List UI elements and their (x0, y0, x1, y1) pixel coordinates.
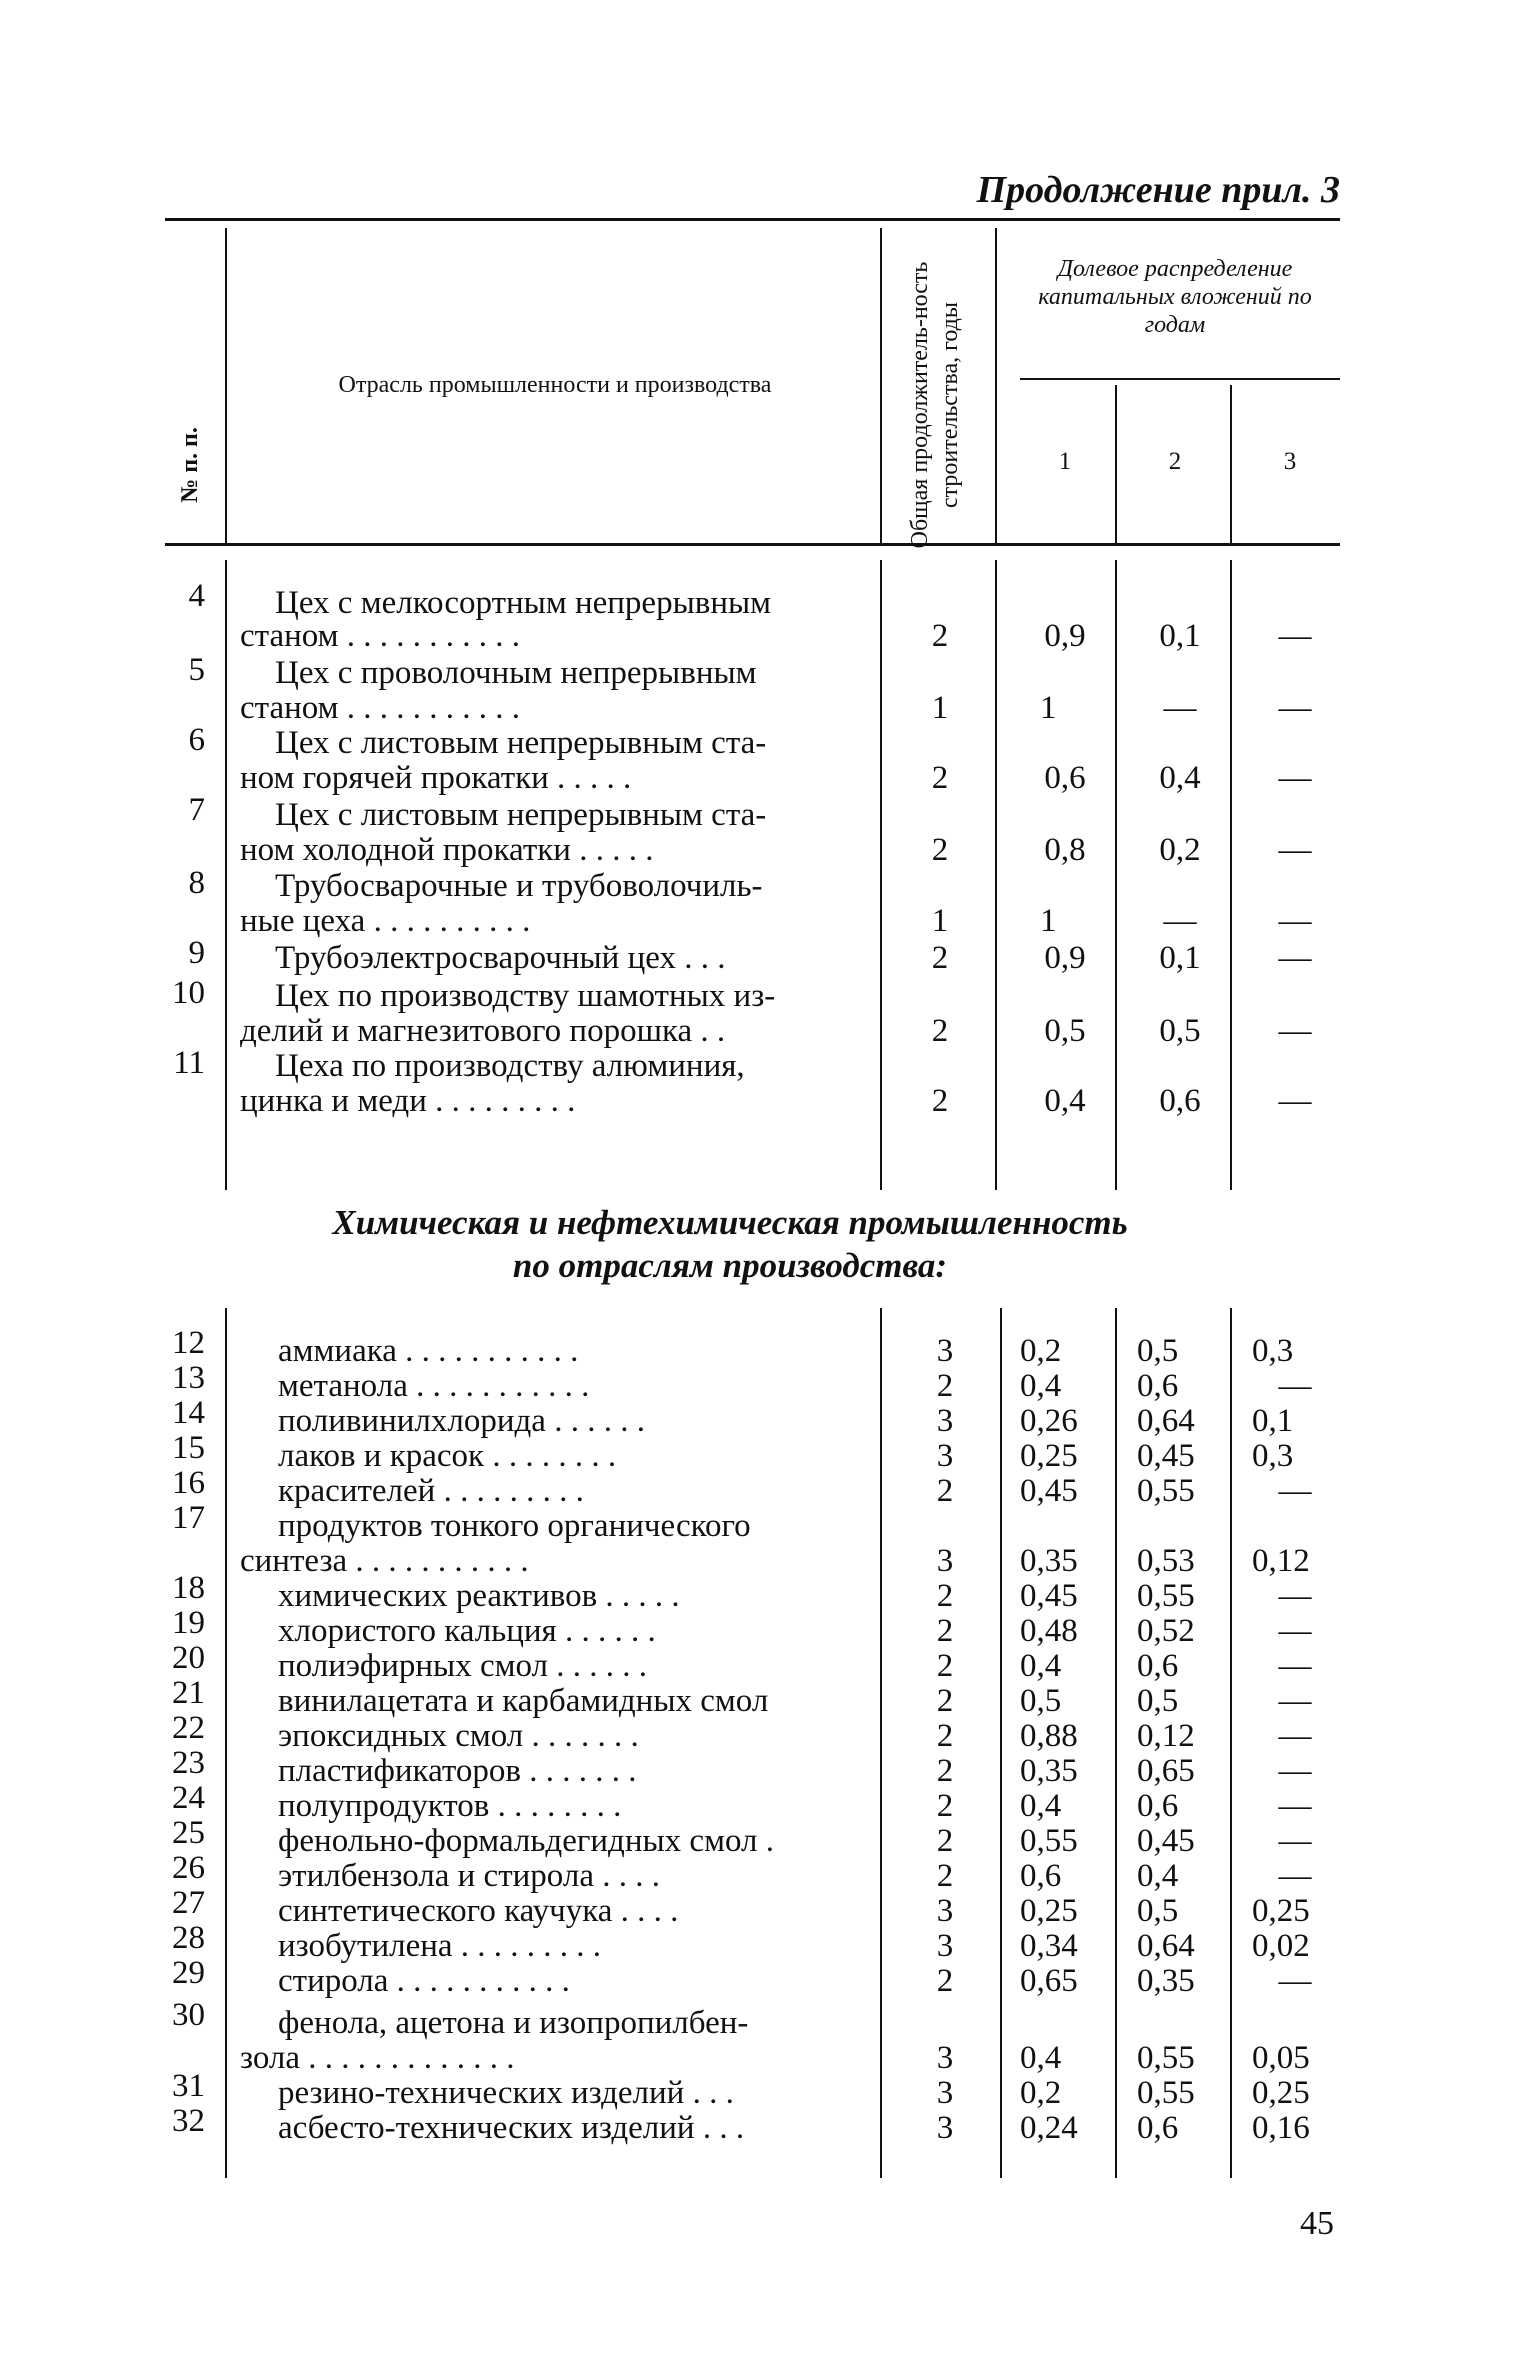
row-year3: — (1278, 1368, 1312, 1404)
row-number: 30 (172, 1997, 205, 2033)
row-number: 5 (188, 652, 205, 688)
head-bottom-rule (165, 543, 1340, 546)
row-label-line1: метанола . . . . . . . . . . . (278, 1368, 590, 1404)
row-year3: — (1278, 832, 1312, 868)
row-year2: 0,53 (1137, 1543, 1195, 1579)
row-number: 15 (172, 1430, 205, 1466)
col-branch-header: Отрасль промышленности и производства (338, 372, 772, 398)
row-year3: — (1278, 1963, 1312, 1999)
row-year3: 0,25 (1252, 2075, 1310, 2111)
row-year3: — (1278, 1788, 1312, 1824)
row-duration: 2 (931, 1013, 949, 1049)
row-label-line1: химических реактивов . . . . . (278, 1578, 680, 1614)
years-rule (1020, 378, 1340, 380)
row-number: 6 (188, 722, 205, 758)
row-label-line1: Цех с листовым непрерывным ста- (275, 725, 767, 761)
row-year1: 0,45 (1020, 1578, 1078, 1614)
row-year2: 0,35 (1137, 1963, 1195, 1999)
row-number: 29 (172, 1955, 205, 1991)
row-label-line2: ные цеха . . . . . . . . . . (240, 903, 531, 939)
section-title-line1: Химическая и нефтехимическая промышленность (332, 1203, 1128, 1242)
col-year-3: 3 (1283, 448, 1297, 475)
row-number: 19 (172, 1605, 205, 1641)
row-label-line1: красителей . . . . . . . . . (278, 1473, 584, 1509)
row-label-line1: Трубоэлектросварочный цех . . . (275, 940, 726, 976)
row-year1: 0,5 (1020, 1683, 1062, 1719)
row-duration: 2 (936, 1718, 954, 1754)
row-year3: 0,12 (1252, 1543, 1310, 1579)
head-divider-5 (1230, 385, 1232, 543)
row-year1: 0,35 (1020, 1753, 1078, 1789)
row-year3: — (1278, 1613, 1312, 1649)
col-number-header: № п. п. (177, 427, 203, 503)
row-label-line1: хлористого кальция . . . . . . (278, 1613, 656, 1649)
row-year3: 0,02 (1252, 1928, 1310, 1964)
row-duration: 3 (936, 1928, 954, 1964)
row-year2: 0,4 (1159, 760, 1201, 796)
row-duration: 2 (936, 1788, 954, 1824)
row-year3: — (1278, 1473, 1312, 1509)
row-year1: 0,24 (1020, 2110, 1078, 2146)
row-duration: 2 (936, 1683, 954, 1719)
row-number: 32 (172, 2103, 205, 2139)
row-duration: 2 (936, 1753, 954, 1789)
row-year2: — (1163, 690, 1197, 726)
row-duration: 2 (936, 1648, 954, 1684)
row-label-line1: изобутилена . . . . . . . . . (278, 1928, 602, 1964)
row-number: 4 (188, 578, 205, 614)
row-year2: 0,64 (1137, 1403, 1195, 1439)
row-year3: — (1278, 1648, 1312, 1684)
row-year1: 0,4 (1020, 1368, 1062, 1404)
table-top-rule (165, 218, 1340, 221)
row-label-line1: полупродуктов . . . . . . . . (278, 1788, 622, 1824)
g1-divider-2 (880, 560, 882, 1190)
row-label-line1: лаков и красок . . . . . . . . (278, 1438, 617, 1474)
row-duration: 2 (936, 1823, 954, 1859)
col-year-1: 1 (1058, 448, 1072, 475)
row-label-line1: эпоксидных смол . . . . . . . (278, 1718, 639, 1754)
row-number: 25 (172, 1815, 205, 1851)
row-year3: — (1278, 1013, 1312, 1049)
row-year1: 0,34 (1020, 1928, 1078, 1964)
row-label-line1: асбесто-технических изделий . . . (278, 2110, 745, 2146)
row-year3: — (1278, 940, 1312, 976)
row-year3: 0,3 (1252, 1438, 1294, 1474)
row-number: 28 (172, 1920, 205, 1956)
row-year1: 0,4 (1044, 1083, 1086, 1119)
row-year3: 0,1 (1252, 1403, 1294, 1439)
row-number: 17 (172, 1500, 205, 1536)
row-number: 31 (172, 2068, 205, 2104)
g2-divider-4 (1115, 1308, 1117, 2178)
row-duration: 2 (936, 1858, 954, 1894)
row-label-line1: фенола, ацетона и изопропилбен- (278, 2005, 749, 2041)
row-year1: 0,4 (1020, 2040, 1062, 2076)
row-label-line1: стирола . . . . . . . . . . . (278, 1963, 570, 1999)
row-duration: 1 (931, 903, 949, 939)
row-year3: — (1278, 760, 1312, 796)
row-year2: 0,45 (1137, 1438, 1195, 1474)
row-duration: 3 (936, 2040, 954, 2076)
row-duration: 3 (936, 1543, 954, 1579)
row-duration: 2 (931, 1083, 949, 1119)
row-label-line2: делий и магнезитового порошка . . (240, 1013, 726, 1049)
row-number: 22 (172, 1710, 205, 1746)
row-number: 11 (173, 1045, 205, 1081)
row-label-line1: синтетического каучука . . . . (278, 1893, 679, 1929)
row-label-line1: Трубосварочные и трубоволочиль- (275, 868, 763, 904)
row-year3: 0,25 (1252, 1893, 1310, 1929)
row-year2: 0,1 (1159, 618, 1201, 654)
row-number: 9 (188, 935, 205, 971)
row-year1: 0,25 (1020, 1893, 1078, 1929)
row-year2: 0,52 (1137, 1613, 1195, 1649)
row-duration: 2 (931, 832, 949, 868)
row-number: 21 (172, 1675, 205, 1711)
row-duration: 2 (936, 1963, 954, 1999)
row-label-line2: цинка и меди . . . . . . . . . (240, 1083, 576, 1119)
g1-divider-3 (995, 560, 997, 1190)
row-label-line1: резино-технических изделий . . . (278, 2075, 734, 2111)
row-year1: 0,48 (1020, 1613, 1078, 1649)
row-year3: — (1278, 1683, 1312, 1719)
row-year3: — (1278, 903, 1312, 939)
page-number: 45 (1300, 2205, 1334, 2242)
row-year2: 0,6 (1137, 2110, 1179, 2146)
row-number: 10 (172, 975, 205, 1011)
row-year2: 0,5 (1159, 1013, 1201, 1049)
row-duration: 3 (936, 1333, 954, 1369)
row-label-line2: синтеза . . . . . . . . . . . (240, 1543, 529, 1579)
col-year-2: 2 (1168, 448, 1182, 475)
col-distribution-header: Долевое распределение капитальных вложений по годам (1038, 256, 1312, 338)
section-title-line2: по отраслям производства: (512, 1246, 948, 1285)
row-label-line1: продуктов тонкого органического (278, 1508, 751, 1544)
row-year2: 0,2 (1159, 832, 1201, 868)
row-label-line1: пластификаторов . . . . . . . (278, 1753, 637, 1789)
row-duration: 3 (936, 1438, 954, 1474)
g1-divider-5 (1230, 560, 1232, 1190)
row-year1: 0,2 (1020, 1333, 1062, 1369)
row-duration: 3 (936, 1893, 954, 1929)
row-number: 7 (188, 792, 205, 828)
row-year3: — (1278, 690, 1312, 726)
row-year2: 0,45 (1137, 1823, 1195, 1859)
row-year2: 0,6 (1159, 1083, 1201, 1119)
row-duration: 3 (936, 1403, 954, 1439)
row-label-line1: Цех с листовым непрерывным ста- (275, 797, 767, 833)
row-year3: 0,3 (1252, 1333, 1294, 1369)
row-year2: 0,55 (1137, 1473, 1195, 1509)
row-duration: 2 (936, 1368, 954, 1404)
row-year3: — (1278, 1718, 1312, 1754)
row-number: 16 (172, 1465, 205, 1501)
row-number: 24 (172, 1780, 205, 1816)
row-year2: 0,5 (1137, 1683, 1179, 1719)
row-number: 26 (172, 1850, 205, 1886)
row-year2: 0,55 (1137, 1578, 1195, 1614)
row-year2: 0,5 (1137, 1893, 1179, 1929)
row-year2: 0,6 (1137, 1648, 1179, 1684)
row-year1: 0,6 (1020, 1858, 1062, 1894)
row-year1: 0,6 (1044, 760, 1086, 796)
row-number: 13 (172, 1360, 205, 1396)
head-divider-3 (995, 228, 997, 543)
row-number: 20 (172, 1640, 205, 1676)
row-year3: — (1278, 618, 1312, 654)
row-year2: 0,6 (1137, 1368, 1179, 1404)
row-label-line2: станом . . . . . . . . . . . (240, 618, 521, 654)
row-year1: 0,35 (1020, 1543, 1078, 1579)
g1-divider-1 (225, 560, 227, 1190)
row-label-line1: поливинилхлорида . . . . . . (278, 1403, 645, 1439)
continuation-header: Продолжение прил. 3 (976, 169, 1340, 211)
row-number: 23 (172, 1745, 205, 1781)
row-number: 18 (172, 1570, 205, 1606)
row-year1: 0,25 (1020, 1438, 1078, 1474)
row-year1: 0,8 (1044, 832, 1086, 868)
row-label-line2: станом . . . . . . . . . . . (240, 690, 521, 726)
row-year2: 0,55 (1137, 2075, 1195, 2111)
g2-divider-2 (880, 1308, 882, 2178)
row-number: 12 (172, 1325, 205, 1361)
row-label-line2: зола . . . . . . . . . . . . . (240, 2040, 515, 2076)
row-number: 27 (172, 1885, 205, 1921)
row-duration: 1 (931, 690, 949, 726)
row-year1: 0,4 (1020, 1788, 1062, 1824)
row-year1: 0,9 (1044, 940, 1086, 976)
row-year2: 0,12 (1137, 1718, 1195, 1754)
row-year3: 0,16 (1252, 2110, 1310, 2146)
row-year2: 0,64 (1137, 1928, 1195, 1964)
row-year3: 0,05 (1252, 2040, 1310, 2076)
row-duration: 2 (931, 940, 949, 976)
row-label-line1: Цех с проволочным непрерывным (275, 655, 757, 691)
row-duration: 3 (936, 2110, 954, 2146)
g2-divider-5 (1230, 1308, 1232, 2178)
row-duration: 2 (936, 1613, 954, 1649)
row-year1: 0,26 (1020, 1403, 1078, 1439)
row-year3: — (1278, 1823, 1312, 1859)
head-divider-1 (225, 228, 227, 543)
row-label-line1: полиэфирных смол . . . . . . (278, 1648, 648, 1684)
row-label-line1: аммиака . . . . . . . . . . . (278, 1333, 579, 1369)
row-year1: 0,5 (1044, 1013, 1086, 1049)
row-number: 8 (188, 865, 205, 901)
row-year1: 0,55 (1020, 1823, 1078, 1859)
row-year1: 0,9 (1044, 618, 1086, 654)
row-label-line1: фенольно-формальдегидных смол . (278, 1823, 774, 1859)
head-divider-4 (1115, 385, 1117, 543)
row-label-line1: Цех с мелкосортным непрерывным (275, 585, 772, 621)
row-year3: — (1278, 1753, 1312, 1789)
row-year3: — (1278, 1578, 1312, 1614)
row-year1: 0,88 (1020, 1718, 1078, 1754)
row-year2: 0,55 (1137, 2040, 1195, 2076)
row-duration: 3 (936, 2075, 954, 2111)
row-year1: 0,4 (1020, 1648, 1062, 1684)
row-year1: 1 (1040, 690, 1057, 726)
row-duration: 2 (931, 760, 949, 796)
row-year3: — (1278, 1858, 1312, 1894)
row-year2: 0,65 (1137, 1753, 1195, 1789)
col-duration-header: Общая продолжитель-ность строительства, годы (907, 261, 963, 549)
row-year2: 0,5 (1137, 1333, 1179, 1369)
row-duration: 2 (936, 1473, 954, 1509)
row-year3: — (1278, 1083, 1312, 1119)
row-label-line1: Цеха по производству алюминия, (275, 1048, 745, 1084)
row-year1: 0,45 (1020, 1473, 1078, 1509)
row-label-line1: винилацетата и карбамидных смол (278, 1683, 769, 1719)
row-year1: 1 (1040, 903, 1057, 939)
row-label-line2: ном горячей прокатки . . . . . (240, 760, 632, 796)
g2-divider-3 (1000, 1308, 1002, 2178)
row-label-line2: ном холодной прокатки . . . . . (240, 832, 654, 868)
row-year1: 0,2 (1020, 2075, 1062, 2111)
row-year2: 0,4 (1137, 1858, 1179, 1894)
row-number: 14 (172, 1395, 205, 1431)
row-duration: 2 (936, 1578, 954, 1614)
row-label-line1: Цех по производству шамотных из- (275, 978, 776, 1014)
g1-divider-4 (1115, 560, 1117, 1190)
row-year2: — (1163, 903, 1197, 939)
head-divider-2 (880, 228, 882, 543)
row-year2: 0,6 (1137, 1788, 1179, 1824)
row-year1: 0,65 (1020, 1963, 1078, 1999)
row-year2: 0,1 (1159, 940, 1201, 976)
g2-divider-1 (225, 1308, 227, 2178)
row-label-line1: этилбензола и стирола . . . . (278, 1858, 660, 1894)
row-duration: 2 (931, 618, 949, 654)
